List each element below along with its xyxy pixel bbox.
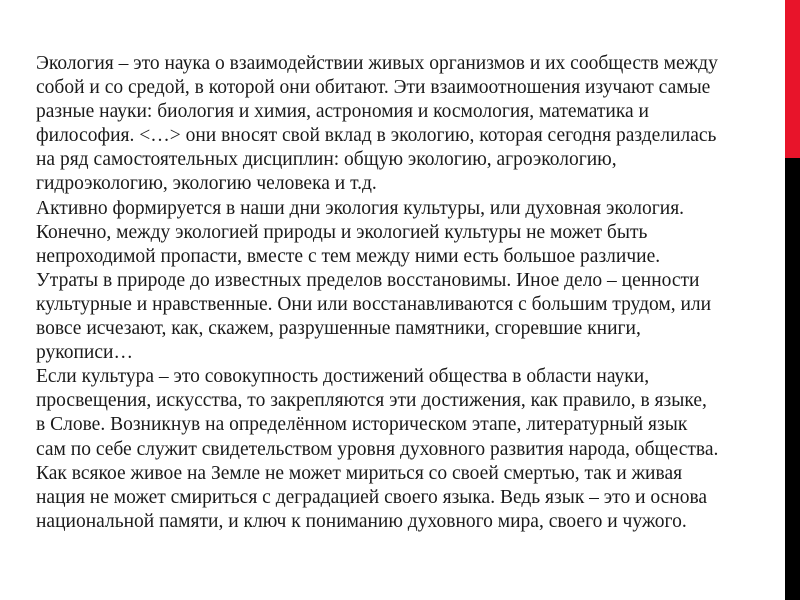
accent-bar-black	[785, 158, 800, 600]
text-line: вовсе исчезают, как, скажем, разрушенные памятники, сгоревшие книги,	[36, 318, 641, 340]
text-line: разные науки: биология и химия, астрономия и космология, математика и	[36, 101, 649, 123]
text-line: национальной памяти, и ключ к пониманию духовного мира, своего и чужого.	[36, 510, 687, 532]
text-line: философия. <…> они вносят свой вклад в экологию, которая сегодня разделилась	[36, 125, 717, 147]
text-line: рукописи…	[36, 342, 133, 364]
text-line: Конечно, между экологией природы и экологией культуры не может быть	[36, 221, 648, 243]
accent-bar-red	[785, 0, 800, 158]
text-line: на ряд самостоятельных дисциплин: общую экологию, агроэкологию,	[36, 149, 617, 171]
text-line: собой и со средой, в которой они обитают. Эти взаимоотношения изучают самые	[36, 77, 711, 99]
text-line: в Слове. Возникнув на определённом историческом этапе, литературный язык	[36, 414, 688, 436]
slide-body-text	[36, 52, 781, 534]
text-line: Если культура – это совокупность достижений общества в области науки,	[36, 366, 650, 388]
text-line: Экология – это наука о взаимодействии живых организмов и их сообществ между	[36, 53, 718, 74]
text-line: гидроэкологию, экологию человека и т.д.	[36, 173, 377, 195]
text-line: Как всякое живое на Земле не может мириться со своей смертью, так и живая	[36, 462, 683, 484]
text-line: непроходимой пропасти, вместе с тем между ними есть большое различие.	[36, 245, 661, 267]
text-line: Утраты в природе до известных пределов восстановимы. Иное дело – ценности	[36, 269, 700, 291]
text-line: Активно формируется в наши дни экология культуры, или духовная экология.	[36, 197, 685, 219]
text-line: просвещения, искусства, то закрепляются эти достижения, как правило, в языке,	[36, 390, 707, 412]
text-line: культурные и нравственные. Они или восстанавливаются с большим трудом, или	[36, 293, 712, 315]
text-line: нация не может смириться с деградацией своего языка. Ведь язык – это и основа	[36, 486, 708, 508]
text-line: сам по себе служит свидетельством уровня духовного развития народа, общества.	[36, 438, 719, 460]
